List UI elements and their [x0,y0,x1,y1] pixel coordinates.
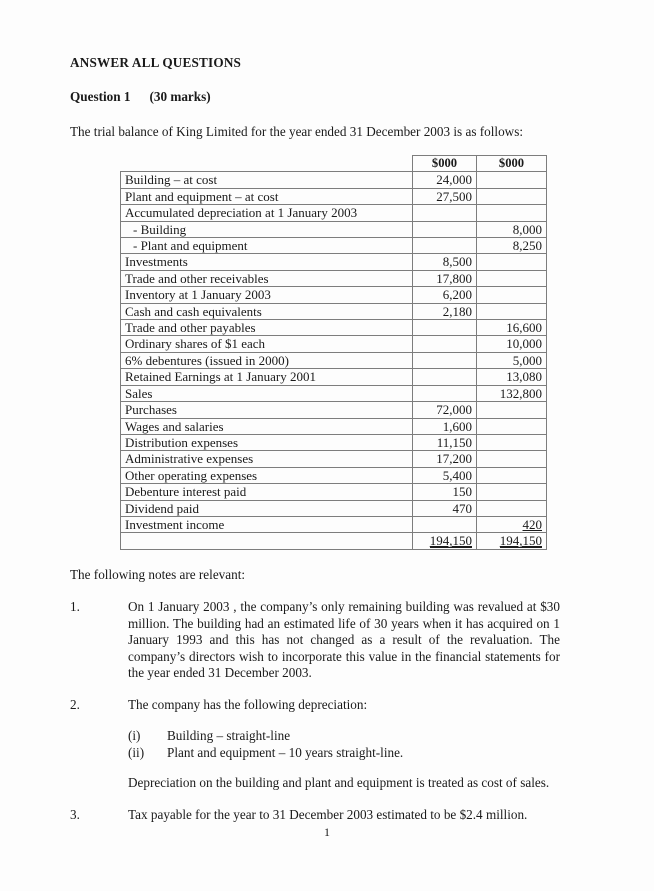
total-credit-value: 194,150 [499,533,542,549]
table-row [121,254,547,270]
note-text: The company has the following depreciation: [128,696,368,712]
table-cell-label: Trade and other receivables [121,270,413,286]
table-row [121,320,547,336]
total-label [121,533,413,550]
table-row [121,352,547,368]
table-row [121,451,547,467]
column-header-label [121,156,413,172]
note-subitem [128,727,560,744]
table-cell-credit: 5,000 [477,352,547,368]
table-cell-label: Building – at cost [121,172,413,188]
note-number: 2. [70,696,80,712]
table-cell-credit [477,205,547,221]
table-cell-credit [477,254,547,270]
table-cell-label: Investment income [121,516,413,532]
table-cell-credit [477,303,547,319]
total-debit-value: 194,150 [429,533,472,549]
table-cell-label: Investments [121,254,413,270]
note-item [70,599,560,682]
table-row [121,434,547,450]
document-content [70,55,560,838]
trial-balance-intro: The trial balance of King Limited for the year ended 31 December 2003 is as follows: [70,124,523,139]
table-header-row [121,156,547,172]
table-cell-credit [477,402,547,418]
table-cell-credit [477,287,547,303]
note-sublist [128,727,560,761]
table-row [121,188,547,204]
table-cell-credit [477,270,547,286]
question-label: Question 1 [70,89,131,104]
table-cell-credit [477,500,547,516]
table-cell-label: Inventory at 1 January 2003 [121,287,413,303]
table-cell-credit [477,451,547,467]
table-body [121,172,547,550]
note-subitem-marker: (ii) [128,745,145,761]
table-row [121,402,547,418]
table-cell-credit [477,467,547,483]
note-subitem [128,744,560,761]
table-cell-debit: 24,000 [413,172,477,188]
table-row [121,467,547,483]
table-cell-debit: 72,000 [413,402,477,418]
table-cell-credit [477,516,547,532]
table-cell-label: - Building [121,221,413,237]
question-header [70,89,560,105]
table-cell-credit: 8,000 [477,221,547,237]
table-cell-debit: 6,200 [413,287,477,303]
question-marks: (30 marks) [149,89,211,104]
table-cell-credit: 10,000 [477,336,547,352]
table-row [121,418,547,434]
table-cell-debit: 5,400 [413,467,477,483]
note-trailing-text: Depreciation on the building and plant and equipment is treated as cost of sales. [128,775,550,791]
total-credit [477,533,547,550]
table-cell-debit [413,238,477,254]
note-subitem-marker: (i) [128,728,141,744]
table-cell-debit [413,352,477,368]
table-cell-label: Retained Earnings at 1 January 2001 [121,369,413,385]
table-cell-debit [413,385,477,401]
table-cell-label: Wages and salaries [121,418,413,434]
table-cell-debit: 11,150 [413,434,477,450]
table-cell-debit: 17,800 [413,270,477,286]
table-cell-debit [413,221,477,237]
table-cell-credit: 8,250 [477,238,547,254]
table-row [121,270,547,286]
table-cell-credit [477,434,547,450]
table-cell-debit [413,336,477,352]
table-cell-label: 6% debentures (issued in 2000) [121,352,413,368]
table-total-row [121,533,547,550]
table-row [121,516,547,532]
table-cell-label: Plant and equipment – at cost [121,188,413,204]
note-number: 3. [70,806,80,822]
table-cell-label: Cash and cash equivalents [121,303,413,319]
table-cell-label: Dividend paid [121,500,413,516]
table-cell-credit [477,188,547,204]
notes-intro: The following notes are relevant: [70,567,246,583]
table-cell-label: Administrative expenses [121,451,413,467]
table-cell-credit [477,484,547,500]
table-cell-label: Trade and other payables [121,320,413,336]
table-row [121,172,547,188]
table-cell-debit [413,516,477,532]
column-header-debit: $000 [413,156,477,172]
note-text: On 1 January 2003 , the company’s only remaining building was revalued at $30 million. The building had an estimated life of 30 years when it has acquired on 1 January 1993 and this has not changed as a result of the revaluation. The company’s directors wish to incorporate this value in the financial statements for the year ended 31 December 2003. [128,599,560,681]
note-item [70,697,560,792]
column-header-credit: $000 [477,156,547,172]
table-cell-debit: 150 [413,484,477,500]
table-row [121,287,547,303]
trial-balance-table [120,155,547,550]
table-cell-credit: 13,080 [477,369,547,385]
table-cell-credit [477,418,547,434]
table-row [121,205,547,221]
page-title: ANSWER ALL QUESTIONS [70,55,242,70]
table-cell-debit: 470 [413,500,477,516]
notes-list [70,599,560,823]
table-cell-debit: 8,500 [413,254,477,270]
table-row [121,500,547,516]
note-subitem-text: Building – straight-line [167,728,291,744]
table-row [121,369,547,385]
table-cell-label: Debenture interest paid [121,484,413,500]
table-row [121,336,547,352]
note-text: Tax payable for the year to 31 December 2003 estimated to be $2.4 million. [128,806,528,822]
table-cell-credit: 16,600 [477,320,547,336]
table-head [121,156,547,172]
table-row [121,385,547,401]
note-subitem-text: Plant and equipment – 10 years straight-line. [167,745,404,761]
table-cell-label: Ordinary shares of $1 each [121,336,413,352]
credit-value-underlined: 420 [522,516,542,532]
table-cell-debit [413,369,477,385]
table-cell-label: Accumulated depreciation at 1 January 2003 [121,205,413,221]
total-debit [413,533,477,550]
note-number: 1. [70,599,80,615]
table-cell-label: Other operating expenses [121,467,413,483]
table-cell-label: Sales [121,385,413,401]
table-cell-credit: 132,800 [477,385,547,401]
table-row [121,303,547,319]
table-cell-debit: 17,200 [413,451,477,467]
table-row [121,238,547,254]
table-cell-debit [413,205,477,221]
page-number: 1 [324,825,330,839]
table-cell-debit [413,320,477,336]
table-cell-label: Purchases [121,402,413,418]
table-row [121,484,547,500]
table-row [121,221,547,237]
table-cell-label: - Plant and equipment [121,238,413,254]
table-cell-label: Distribution expenses [121,434,413,450]
table-cell-credit [477,172,547,188]
table-cell-debit: 27,500 [413,188,477,204]
table-cell-debit: 2,180 [413,303,477,319]
note-item [70,807,560,824]
table-cell-debit: 1,600 [413,418,477,434]
